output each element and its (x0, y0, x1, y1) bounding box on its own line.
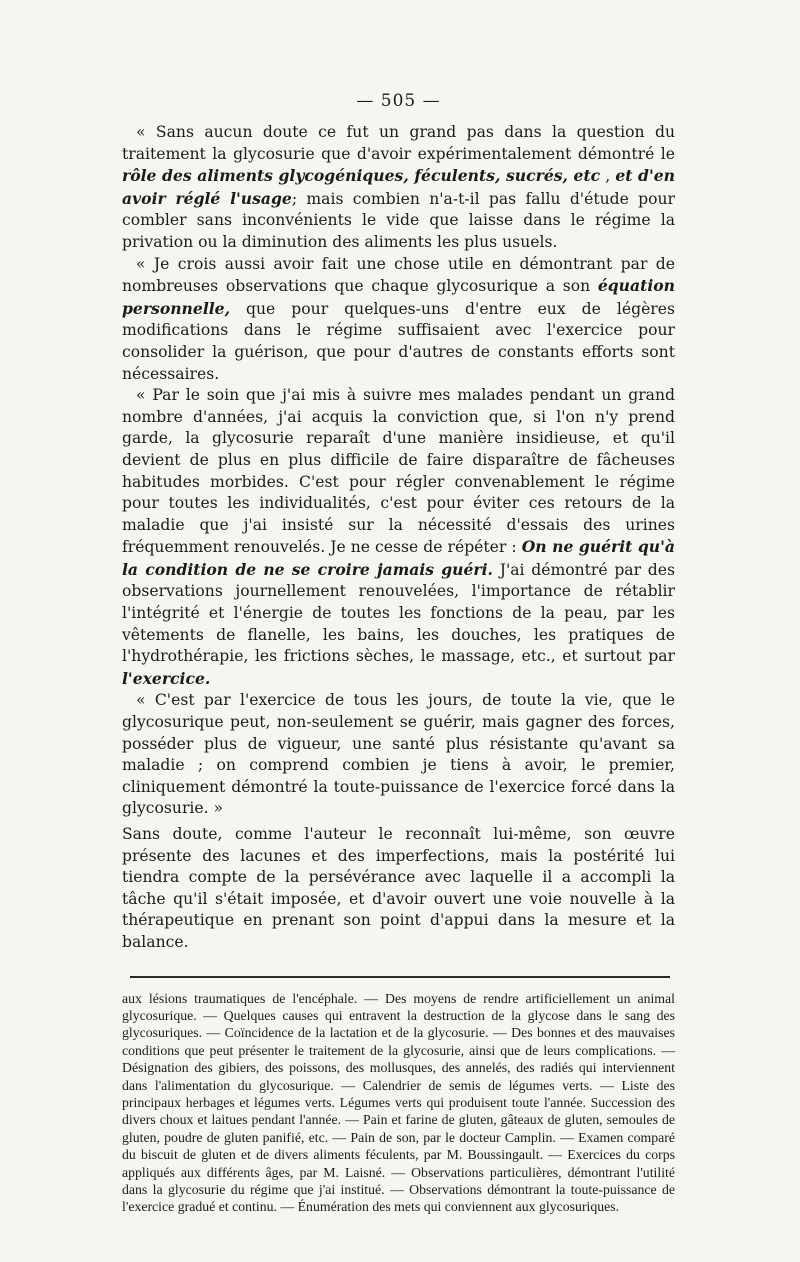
paragraph-4 (122, 690, 675, 820)
text-segment: « Par le soin que j'ai mis à suivre mes malades pendant un grand nombre d'années, j'ai acquis la conviction que, si l'on n'y prend garde, la glycosurie reparaît d'une manière insidieuse, et qu'il devient de plus en plus difficile de faire disparaître de fâcheuses habitudes morbides. C'est pour régler convenablement le régime pour toutes les individualités, c'est pour éviter ces retours de la maladie que j'ai insisté sur la nécessité d'essais des urines fréquemment renouvelés. Je ne cesse de répéter : (122, 386, 675, 557)
text-segment: « Sans aucun doute ce fut un grand pas dans la question du traitement la glycosurie que d'avoir expérimentalement démontré le (122, 123, 675, 163)
text-segment: ; mais combien n'a-t-il pas fallu d'étude pour combler sans inconvénients le vide que laisse dans le régime la privation ou la diminution des aliments les plus usuels. (122, 189, 675, 251)
main-text (122, 122, 675, 954)
italic-segment: rôle des aliments glycogéniques, féculents, sucrés, etc (122, 166, 601, 186)
text-segment: que pour quelques-uns d'entre eux de légères modifications dans le régime suffisaient avec l'exercice pour consolider la guérison, que pour d'autres de constants efforts sont nécessaires. (122, 299, 675, 383)
paragraph-5 (122, 824, 675, 954)
italic-segment: équation personnelle, (122, 276, 675, 318)
document-page (122, 88, 675, 1216)
paragraph-2 (122, 254, 675, 386)
text-segment: « C'est par l'exercice de tous les jours, de toute la vie, que le glycosurique peut, non-seulement se guérir, mais gagner des forces, posséder plus de vigueur, une santé plus résistante qu'avant sa maladie ; on comprend combien je tiens à avoir, le premier, cliniquement démontré la toute-puissance de l'exercice forcé dans la glycosurie. » (122, 691, 675, 818)
text-segment: Sans doute, comme l'auteur le reconnaît lui-même, son œuvre présente des lacunes et des imperfections, mais la postérité lui tiendra compte de la persévérance avec laquelle il a accompli la tâche qu'il s'était imposée, et d'avoir ouvert une voie nouvelle à la thérapeutique en prenant son point d'appui dans la mesure et la balance. (122, 825, 675, 951)
paragraph-1 (122, 122, 675, 254)
text-segment: « Je crois aussi avoir fait une chose utile en démontrant par de nombreuses observations que chaque glycosurique a son (122, 254, 675, 296)
footnote: aux lésions traumatiques de l'encéphale. — Des moyens de rendre artificiellement un animal glycosurique. — Quelques causes qui entravent la destruction de la glycose dans le sang des glycosuriques. — Coïncidence de la lactation et de la glycosurie. — Des bonnes et des mauvaises conditions que peut présenter le traitement de la glycosurie, ainsi que de leurs complications. — Désignation des gibiers, des poissons, des mollusques, des annelés, des radiés qui interviennent dans l'alimentation du glycosurique. — Calendrier de semis de légumes verts. — Liste des principaux herbages et légumes verts. Légumes verts qui produisent toute l'année. Succession des divers choux et laitues pendant l'année. — Pain et farine de gluten, gâteaux de gluten, semoules de gluten, poudre de gluten panifié, etc. — Pain de son, par le docteur Camplin. — Examen comparé du biscuit de gluten et de divers aliments féculents, par M. Boussingault. — Exercices du corps appliqués aux différents âges, par M. Laisné. — Observations particulières, démontrant l'utilité dans la glycosurie du régime que j'ai institué. — Observations démontrant la toute-puissance de l'exercice gradué et continu. — Énumération des mets qui conviennent aux glycosuriques. (122, 990, 675, 1215)
page-number: — 505 — (356, 91, 441, 111)
italic-segment: On ne guérit qu'à la condition de ne se croire jamais guéri. (122, 537, 675, 579)
italic-segment: et d'en avoir réglé l'usage (122, 166, 675, 208)
paragraph-3 (122, 385, 675, 690)
footnote-divider (130, 976, 670, 978)
text-segment: J'ai démontré par des observations journellement renouvelées, l'importance de rétablir l'intégrité et l'énergie de toutes les fonctions de la peau, par les vêtements de flanelle, les bains, les douches, les pratiques de l'hydrothérapie, les frictions sèches, le massage, etc., et surtout par (122, 560, 675, 666)
text-segment: , (600, 167, 616, 186)
italic-segment: l'exercice. (122, 668, 211, 688)
